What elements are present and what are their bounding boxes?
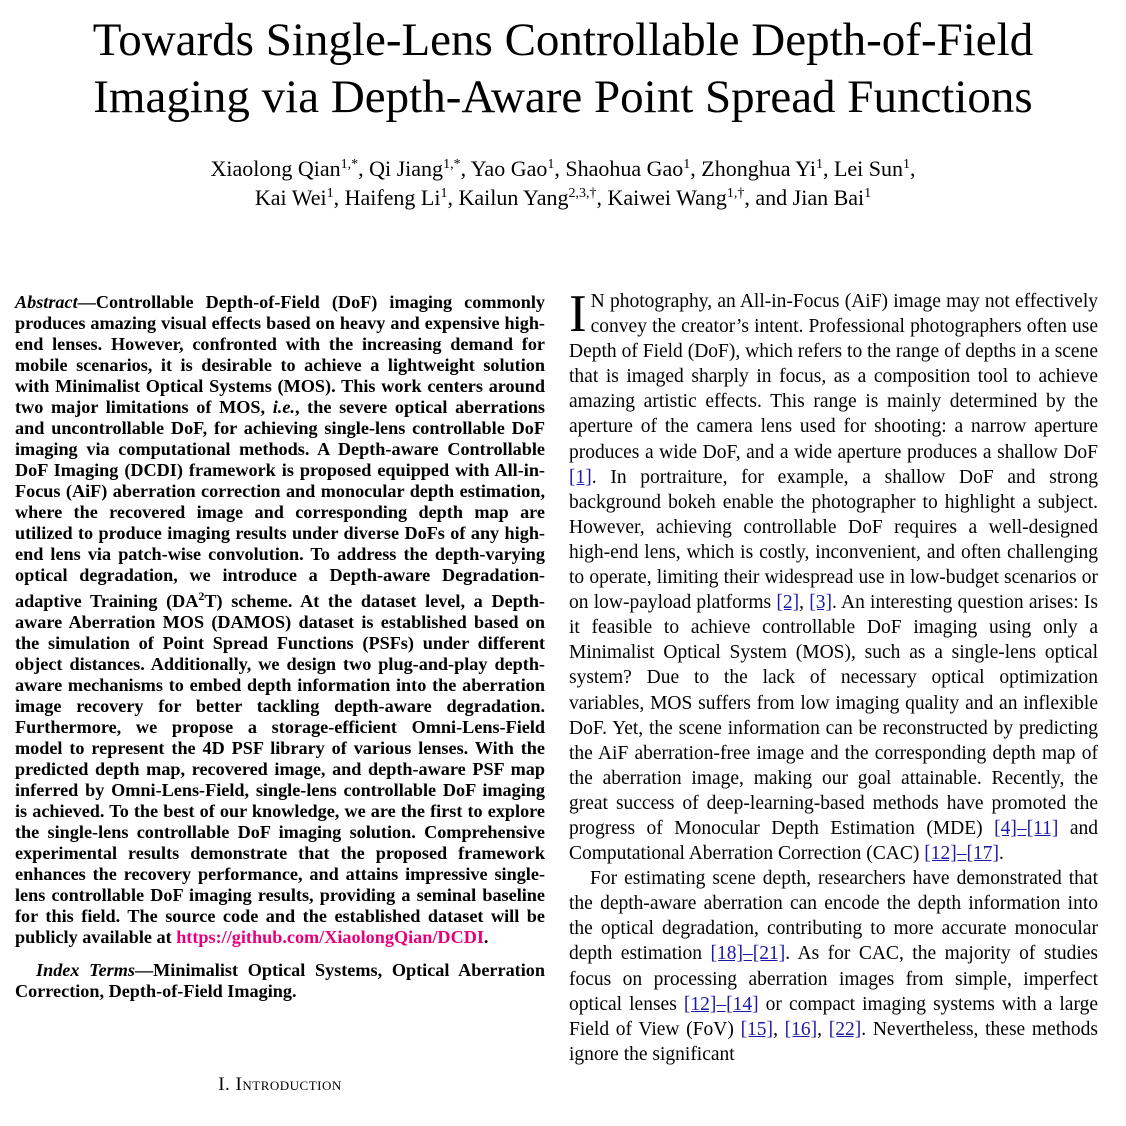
title-line-2: Imaging via Depth-Aware Point Spread Functions xyxy=(93,71,1033,123)
author-affiliation-marker: 1 xyxy=(440,186,448,201)
author-name: Yao Gao xyxy=(470,156,548,181)
author-separator: , xyxy=(447,185,459,210)
drop-cap: I xyxy=(569,285,587,343)
author-list xyxy=(0,154,1126,212)
author-name: Shaohua Gao xyxy=(565,156,684,181)
author-separator: , xyxy=(690,156,702,181)
author-separator: , xyxy=(910,156,916,181)
author-affiliation-marker: 1 xyxy=(326,186,334,201)
right-column xyxy=(569,285,1099,1067)
citation-link[interactable]: [12]–[17] xyxy=(924,843,999,865)
abstract-text-c: T) scheme. At the dataset level, a Depth-aware Aberration MOS (DAMOS) dataset is established based on the simulation of Point Spread Functions (PSFs) under different object distances. Additionally, we design two plug-and-play depth-aware mechanisms to embed depth information into the aberration image recovery for better tackling depth-aware degradation. Furthermore, we propose a storage-efficient Omni-Lens-Field model to represent the 4D PSF library of various lenses. With the predicted depth map, recovered image, and depth-aware PSF map inferred by Omni-Lens-Field, single-lens controllable DoF imaging is achieved. To the best of our knowledge, we are the first to explore the single-lens controllable DoF imaging solution. Comprehensive experimental results demonstrate that the proposed framework enhances the recovery performance, and attains impressive single-lens controllable DoF imaging results, providing a seminal baseline for this field. The source code and the established dataset will be publicly available at xyxy=(15,591,545,948)
citation-link[interactable]: [12]–[14] xyxy=(683,993,759,1015)
author-name: Xiaolong Qian xyxy=(210,156,341,181)
citation-link[interactable]: [3] xyxy=(809,592,832,614)
body-text: N photography, an All-in-Focus (AiF) image may not effectively convey the creator’s intent. Professional photographers often use Depth of Field (DoF), which refers to the range of depths in a scene that is imaged sharply in focus, as a composition tool to achieve amazing artistic effects. This range is mainly determined by the aperture of the camera lens used for shooting: a narrow aperture produces a wide DoF, and a wide aperture produces a shallow DoF xyxy=(569,291,1098,463)
author-affiliation-marker: 2,3,† xyxy=(568,186,597,201)
abstract-dash: — xyxy=(77,292,96,312)
author-separator: , xyxy=(596,185,608,210)
citation-link[interactable]: [18]–[21] xyxy=(710,943,786,965)
authors-line-2 xyxy=(0,183,1126,212)
author-affiliation-marker: 1 xyxy=(815,157,823,172)
section-number: I. xyxy=(218,1074,231,1095)
body-text: , xyxy=(773,1018,785,1040)
author-separator: , xyxy=(822,156,834,181)
author-name: Kailun Yang xyxy=(458,185,569,210)
author-name: Qi Jiang xyxy=(369,156,444,181)
abstract-end: . xyxy=(483,927,489,948)
index-terms xyxy=(15,960,545,1002)
abstract-text-a: Controllable Depth-of-Field (DoF) imaging commonly produces amazing visual effects based on heavy and expensive high-end lenses. However, confronted with the increasing demand for mobile scenarios, it is desirable to achieve a lightweight solution with Minimalist Optical Systems (MOS). This work centers around two major limitations of MOS, xyxy=(15,292,545,417)
author-separator: , xyxy=(554,156,566,181)
body-text: . Nevertheless, these methods ignore the significant xyxy=(569,1018,1098,1065)
body-text: or compact imaging systems with a large Field of View (FoV) xyxy=(569,993,1099,1040)
author-separator: , xyxy=(333,185,345,210)
author-name: Kai Wei xyxy=(254,185,327,210)
citation-link[interactable]: [4]–[11] xyxy=(994,817,1059,839)
paper-title xyxy=(0,12,1126,126)
author-separator: , and xyxy=(744,185,793,210)
section-title: Introduction xyxy=(235,1074,342,1095)
author-affiliation-marker: 1,† xyxy=(726,186,745,201)
body-text: , xyxy=(817,1018,829,1040)
author-affiliation-marker: 1 xyxy=(683,157,691,172)
author-name: Haifeng Li xyxy=(344,185,441,210)
author-name: Jian Bai xyxy=(792,185,865,210)
left-column xyxy=(15,292,545,1002)
body-text: For estimating scene depth, researchers have demonstrated that the depth-aware aberration can encode the depth information into the optical degradation, contributing to more accurate monocular depth estimation xyxy=(569,868,1098,965)
section-heading-introduction xyxy=(15,1074,545,1096)
citation-link[interactable]: [2] xyxy=(776,592,800,614)
body-text: . In portraiture, for example, a shallow DoF and strong background bokeh enable the photographer to highlight a subject. However, achieving controllable DoF requires a well-designed high-end lens, which is costly, inconvenient, and often challenging to operate, limiting their widespread use in low-budget scenarios or on low-payload platforms xyxy=(569,466,1098,614)
body-text: , xyxy=(799,592,810,614)
citation-link[interactable]: [15] xyxy=(740,1018,774,1040)
author-name: Zhonghua Yi xyxy=(701,156,816,181)
author-separator: , xyxy=(358,156,370,181)
abstract-superscript: 2 xyxy=(198,589,205,603)
index-terms-dash: — xyxy=(134,960,154,981)
abstract-text-b: , the severe optical aberrations and uncontrollable DoF, for achieving single-lens controllable DoF imaging via computational methods. A Depth-aware Controllable DoF Imaging (DCDI) framework is proposed equipped with All-in-Focus (AiF) aberration correction and monocular depth estimation, where the recovered image and corresponding depth map are utilized to produce imaging results under diverse DoFs of any high-end lens via patch-wise convolution. To address the depth-varying optical degradation, we introduce a Depth-aware Degradation-adaptive Training (DA xyxy=(15,397,545,612)
citation-link[interactable]: [1] xyxy=(569,466,592,488)
author-name: Lei Sun xyxy=(833,156,904,181)
author-affiliation-marker: 1,* xyxy=(340,157,359,172)
index-terms-label: Index Terms xyxy=(36,960,135,981)
index-terms-text: Minimalist Optical Systems, Optical Aberration Correction, Depth-of-Field Imaging. xyxy=(15,960,545,1002)
author-name: Kaiwei Wang xyxy=(607,185,727,210)
body-text: . xyxy=(999,843,1004,865)
body-text: . As for CAC, the majority of studies focus on processing aberration images from simple, imperfect optical lenses xyxy=(569,943,1098,1015)
abstract-ie: i.e. xyxy=(272,397,295,417)
author-affiliation-marker: 1,* xyxy=(443,157,461,172)
citation-link[interactable]: [16] xyxy=(784,1018,818,1040)
author-affiliation-marker: 1 xyxy=(864,186,872,201)
authors-line-1 xyxy=(0,154,1126,183)
author-affiliation-marker: 1 xyxy=(903,157,911,172)
author-affiliation-marker: 1 xyxy=(547,157,555,172)
abstract xyxy=(15,292,545,948)
citation-link[interactable]: [22] xyxy=(828,1018,862,1040)
abstract-label: Abstract xyxy=(15,292,78,312)
intro-paragraph-1 xyxy=(569,285,1099,866)
body-text: . An interesting question arises: Is it feasible to achieve controllable DoF imaging using only a Minimalist Optical System (MOS), such as a single-lens optical system? Due to the lack of necessary optical optimization variables, MOS suffers from low imaging quality and an inflexible DoF. Yet, the scene information can be reconstructed by predicting the AiF aberration-free image and the corresponding depth map of the aberration image, making our goal attainable. Recently, the great success of deep-learning-based methods have promoted the progress of Monocular Depth Estimation (MDE) xyxy=(569,592,1098,839)
body-text: and Computational Aberration Correction (CAC) xyxy=(569,817,1099,865)
title-line-1: Towards Single-Lens Controllable Depth-of-Field xyxy=(92,14,1034,66)
intro-paragraph-2 xyxy=(569,866,1098,1067)
repository-link[interactable]: https://github.com/XiaolongQian/DCDI xyxy=(176,927,484,948)
author-separator: , xyxy=(460,156,471,181)
